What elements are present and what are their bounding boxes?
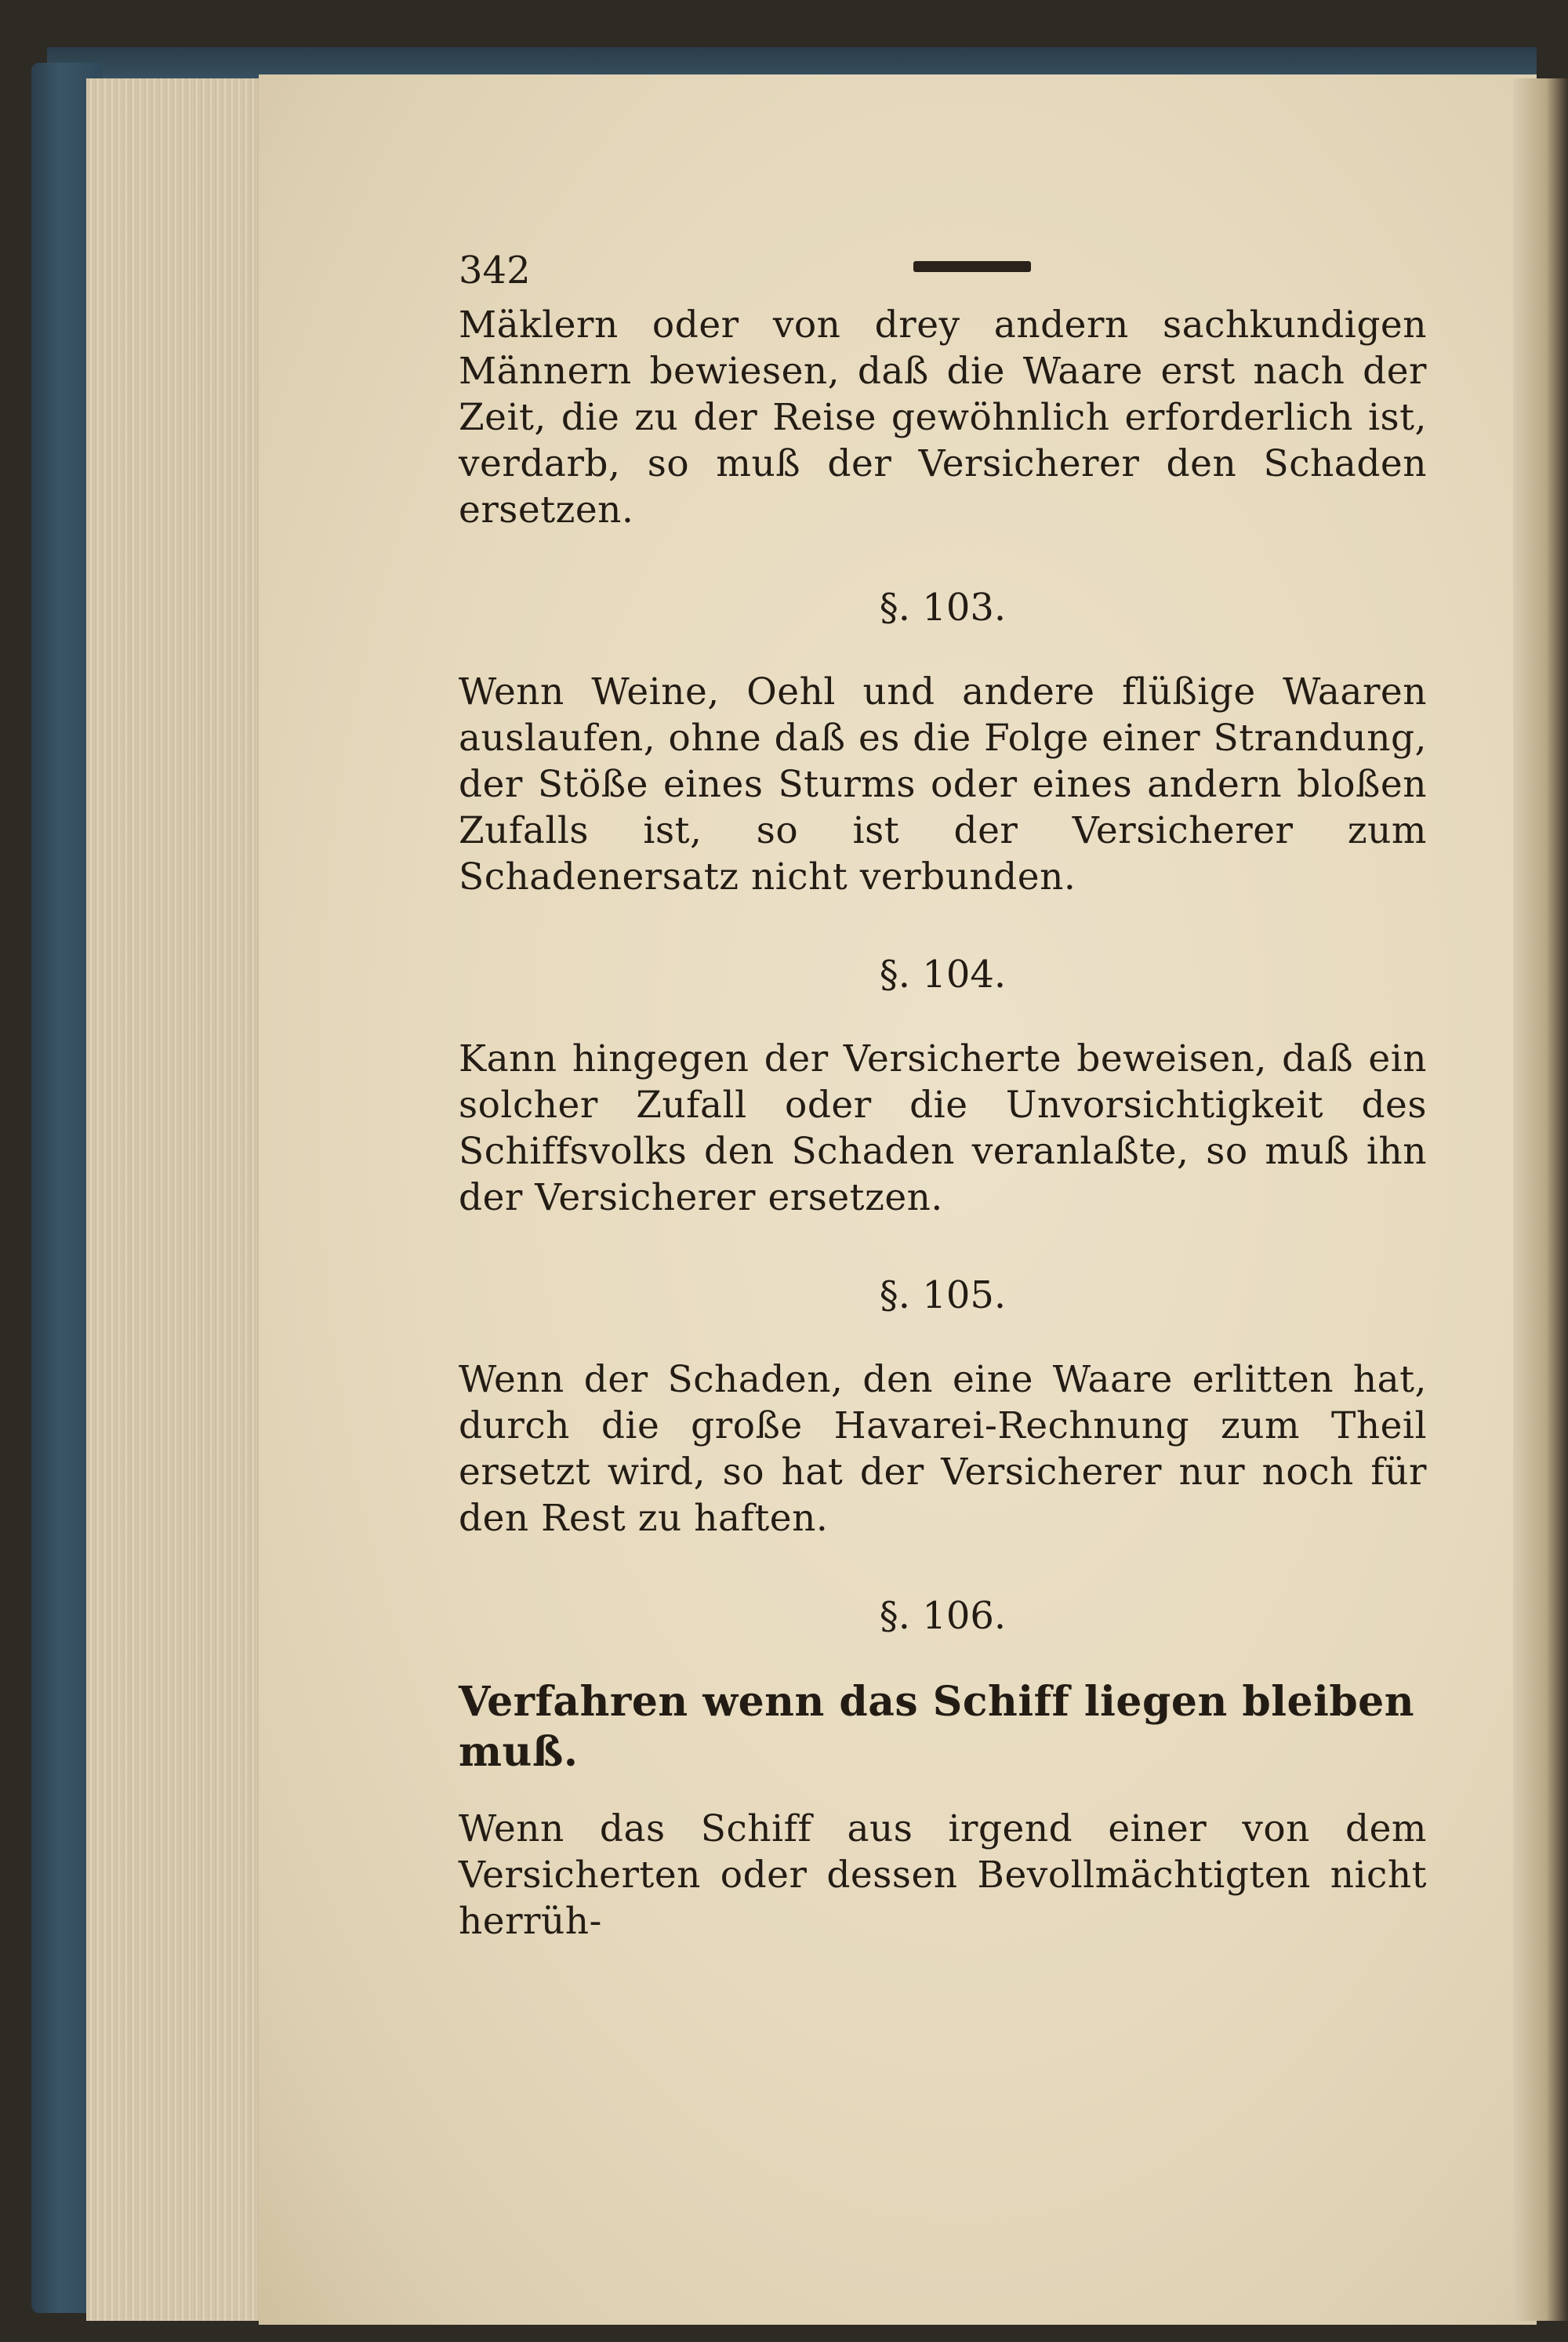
paragraph-103: Wenn Weine, Oehl und andere flüßige Waaren auslaufen, ohne daß es die Folge einer Strandung, der Stöße eines Sturms oder eines andern bloßen Zufalls ist, so ist der Versicherer zum Schadenersatz nicht verbunden.: [459, 670, 1427, 899]
section-heading-103: §. 103.: [879, 586, 1007, 630]
section-heading-106: §. 106.: [879, 1594, 1007, 1638]
paragraph-104: Kann hingegen der Versicherte beweisen, daß ein solcher Zufall oder die Unvorsichtigkeit des Schiffsvolks den Schaden veranlaßte, so muß ihn der Versicherer ersetzen.: [459, 1037, 1427, 1219]
text-block: [459, 247, 1427, 2317]
section-heading-105: §. 105.: [879, 1273, 1007, 1317]
paragraph-106: Wenn das Schiff aus irgend einer von dem Versicherten oder dessen Bevollmächtigten nicht herrüh-: [459, 1807, 1427, 1943]
header-ornament-rule: [913, 261, 1031, 272]
paragraph-continued: Mäklern oder von drey andern sachkundigen Männern bewiesen, daß die Waare erst nach der Zeit, die zu der Reise gewöhnlich erforderlich ist, verdarb, so muß der Versicherer den Schaden ersetzen.: [459, 303, 1427, 532]
paragraph-105: Wenn der Schaden, den eine Waare erlitten hat, durch die große Havarei-Rechnung zum Theil ersetzt wird, so hat der Versicherer nur noch für den Rest zu haften.: [459, 1358, 1427, 1540]
section-subheading-106: Verfahren wenn das Schiff liegen bleiben muß.: [459, 1678, 1415, 1776]
section-heading-104: §. 104.: [879, 953, 1007, 997]
page-number: 342: [459, 249, 531, 292]
page-gutter: [1513, 78, 1568, 2321]
page-header: [459, 247, 1427, 302]
